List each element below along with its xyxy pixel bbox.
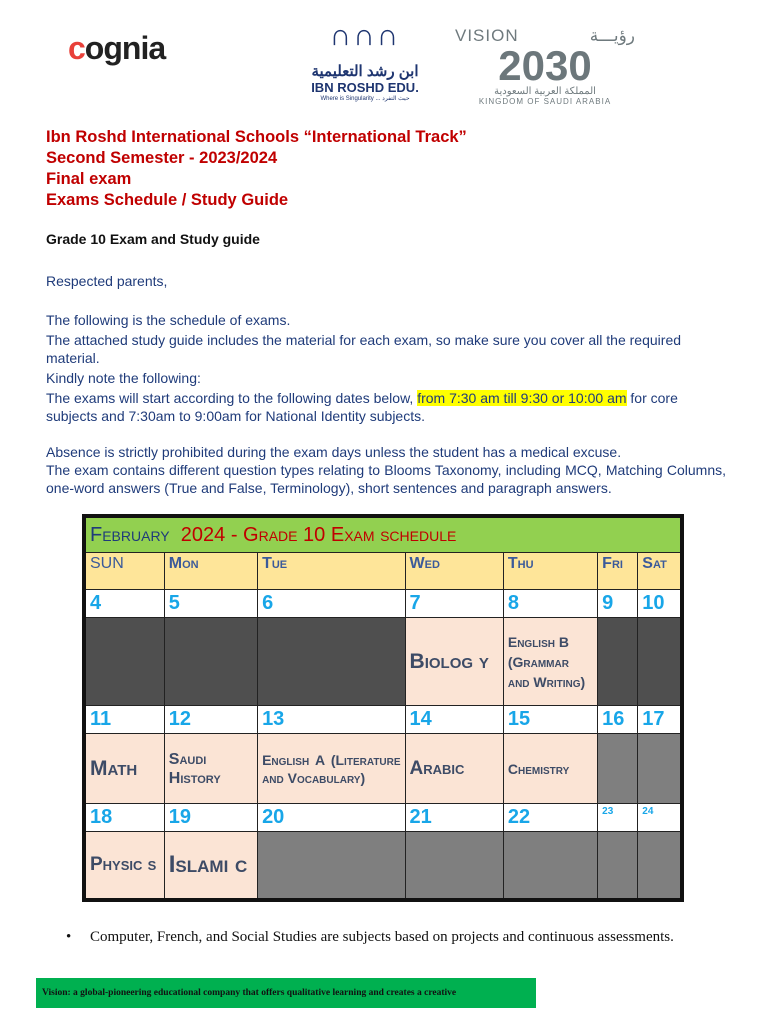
title-month: February bbox=[90, 523, 170, 546]
empty-cell bbox=[638, 618, 682, 706]
subheading: Grade 10 Exam and Study guide bbox=[46, 231, 260, 247]
vision-country-ar: المملكة العربية السعودية bbox=[494, 86, 596, 97]
date-cell: 13 bbox=[258, 706, 405, 734]
date-cell: 21 bbox=[405, 804, 503, 832]
day-header: Sat bbox=[638, 553, 682, 590]
date-cell: 5 bbox=[164, 590, 257, 618]
day-header: Mon bbox=[164, 553, 257, 590]
day-header: Thu bbox=[503, 553, 597, 590]
bullet-icon: • bbox=[66, 929, 72, 945]
vision-country-en: KINGDOM OF SAUDI ARABIA bbox=[478, 97, 612, 106]
day-header: Wed bbox=[405, 553, 503, 590]
cognia-logo: cognia bbox=[68, 30, 166, 66]
p4-text-b: for core subjects and 7:30am to 9:00am for National Identity subjects. bbox=[46, 390, 678, 424]
empty-cell bbox=[503, 832, 597, 900]
subject-english-b: English B (Grammar and Writing) bbox=[503, 618, 597, 706]
ibn-roshd-logo bbox=[300, 20, 430, 102]
day-header: Fri bbox=[598, 553, 638, 590]
date-cell: 14 bbox=[405, 706, 503, 734]
empty-cell bbox=[405, 832, 503, 900]
paragraph-1: The following is the schedule of exams. bbox=[46, 312, 291, 328]
day-header-row bbox=[84, 553, 682, 590]
heading-line-1: Ibn Roshd International Schools “International Track” bbox=[46, 128, 467, 146]
schedule-title bbox=[84, 516, 682, 553]
empty-cell bbox=[638, 734, 682, 804]
empty-cell bbox=[598, 734, 638, 804]
vision-en: VISION bbox=[455, 26, 519, 45]
paragraph-6: The exam contains different question types relating to Blooms Taxonomy, including MCQ, Matching Columns, one-word answers (True and False, Terminology), short sentences and paragraph answers. bbox=[46, 462, 726, 496]
arches-icon: ∩∩∩ bbox=[329, 19, 401, 52]
vision-footer: Vision: a global-pioneering educational company that offers qualitative learning and creates a creative bbox=[36, 978, 536, 1008]
heading-line-4: Exams Schedule / Study Guide bbox=[46, 191, 289, 209]
heading-line-2: Second Semester - 2023/2024 bbox=[46, 149, 278, 167]
date-cell: 12 bbox=[164, 706, 257, 734]
greeting: Respected parents, bbox=[46, 273, 168, 289]
empty-cell bbox=[638, 832, 682, 900]
date-row bbox=[84, 804, 682, 832]
date-cell: 23 bbox=[598, 804, 638, 832]
subject-islamic: Islami c bbox=[164, 832, 257, 900]
vision-2030-logo bbox=[455, 26, 635, 106]
subject-row bbox=[84, 618, 682, 706]
date-cell: 18 bbox=[84, 804, 164, 832]
date-cell: 4 bbox=[84, 590, 164, 618]
p4-text-a: The exams will start according to the following dates below, bbox=[46, 390, 418, 406]
paragraph-3: Kindly note the following: bbox=[46, 370, 201, 386]
subject-math: Math bbox=[84, 734, 164, 804]
title-rest: 2024 - Grade 10 Exam schedule bbox=[180, 523, 457, 546]
ibn-tagline: Where is Singularity ... حيث التفرد bbox=[320, 96, 410, 102]
subject-biology: Biolog y bbox=[405, 618, 503, 706]
date-cell: 17 bbox=[638, 706, 682, 734]
date-cell: 24 bbox=[638, 804, 682, 832]
date-cell: 19 bbox=[164, 804, 257, 832]
paragraph-4 bbox=[46, 389, 726, 425]
date-cell: 20 bbox=[258, 804, 405, 832]
day-header: Tue bbox=[258, 553, 405, 590]
day-header: SUN bbox=[84, 553, 164, 590]
date-cell: 7 bbox=[405, 590, 503, 618]
subject-physics: Physic s bbox=[84, 832, 164, 900]
subject-row bbox=[84, 734, 682, 804]
date-row bbox=[84, 706, 682, 734]
empty-cell bbox=[164, 618, 257, 706]
empty-cell bbox=[258, 618, 405, 706]
date-cell: 6 bbox=[258, 590, 405, 618]
p4-highlight: from 7:30 am till 9:30 or 10:00 am bbox=[417, 390, 627, 406]
vision-ar: رؤيـــة bbox=[589, 26, 635, 45]
subject-chemistry: Chemistry bbox=[503, 734, 597, 804]
subject-saudi-history: Saudi History bbox=[164, 734, 257, 804]
subject-arabic: Arabic bbox=[405, 734, 503, 804]
ibn-arabic-name: ابن رشد التعليمية bbox=[311, 63, 419, 80]
empty-cell bbox=[598, 832, 638, 900]
exam-schedule-table bbox=[82, 514, 684, 902]
note-bullet bbox=[66, 928, 686, 947]
empty-cell bbox=[258, 832, 405, 900]
date-row bbox=[84, 590, 682, 618]
date-cell: 22 bbox=[503, 804, 597, 832]
date-cell: 8 bbox=[503, 590, 597, 618]
vision-year: 2030 bbox=[498, 42, 592, 89]
empty-cell bbox=[84, 618, 164, 706]
note-text: Computer, French, and Social Studies are subjects based on projects and continuous assessments. bbox=[90, 929, 674, 945]
date-cell: 15 bbox=[503, 706, 597, 734]
date-cell: 9 bbox=[598, 590, 638, 618]
date-cell: 16 bbox=[598, 706, 638, 734]
empty-cell bbox=[598, 618, 638, 706]
subject-row bbox=[84, 832, 682, 900]
heading-line-3: Final exam bbox=[46, 170, 132, 188]
date-cell: 11 bbox=[84, 706, 164, 734]
ibn-english-name: IBN ROSHD EDU. bbox=[311, 80, 419, 95]
paragraph-2: The attached study guide includes the material for each exam, so make sure you cover all the required material. bbox=[46, 332, 682, 366]
subject-english-a: English A (Literature and Vocabulary) bbox=[258, 734, 405, 804]
date-cell: 10 bbox=[638, 590, 682, 618]
paragraph-5: Absence is strictly prohibited during the exam days unless the student has a medical excuse. bbox=[46, 444, 622, 460]
